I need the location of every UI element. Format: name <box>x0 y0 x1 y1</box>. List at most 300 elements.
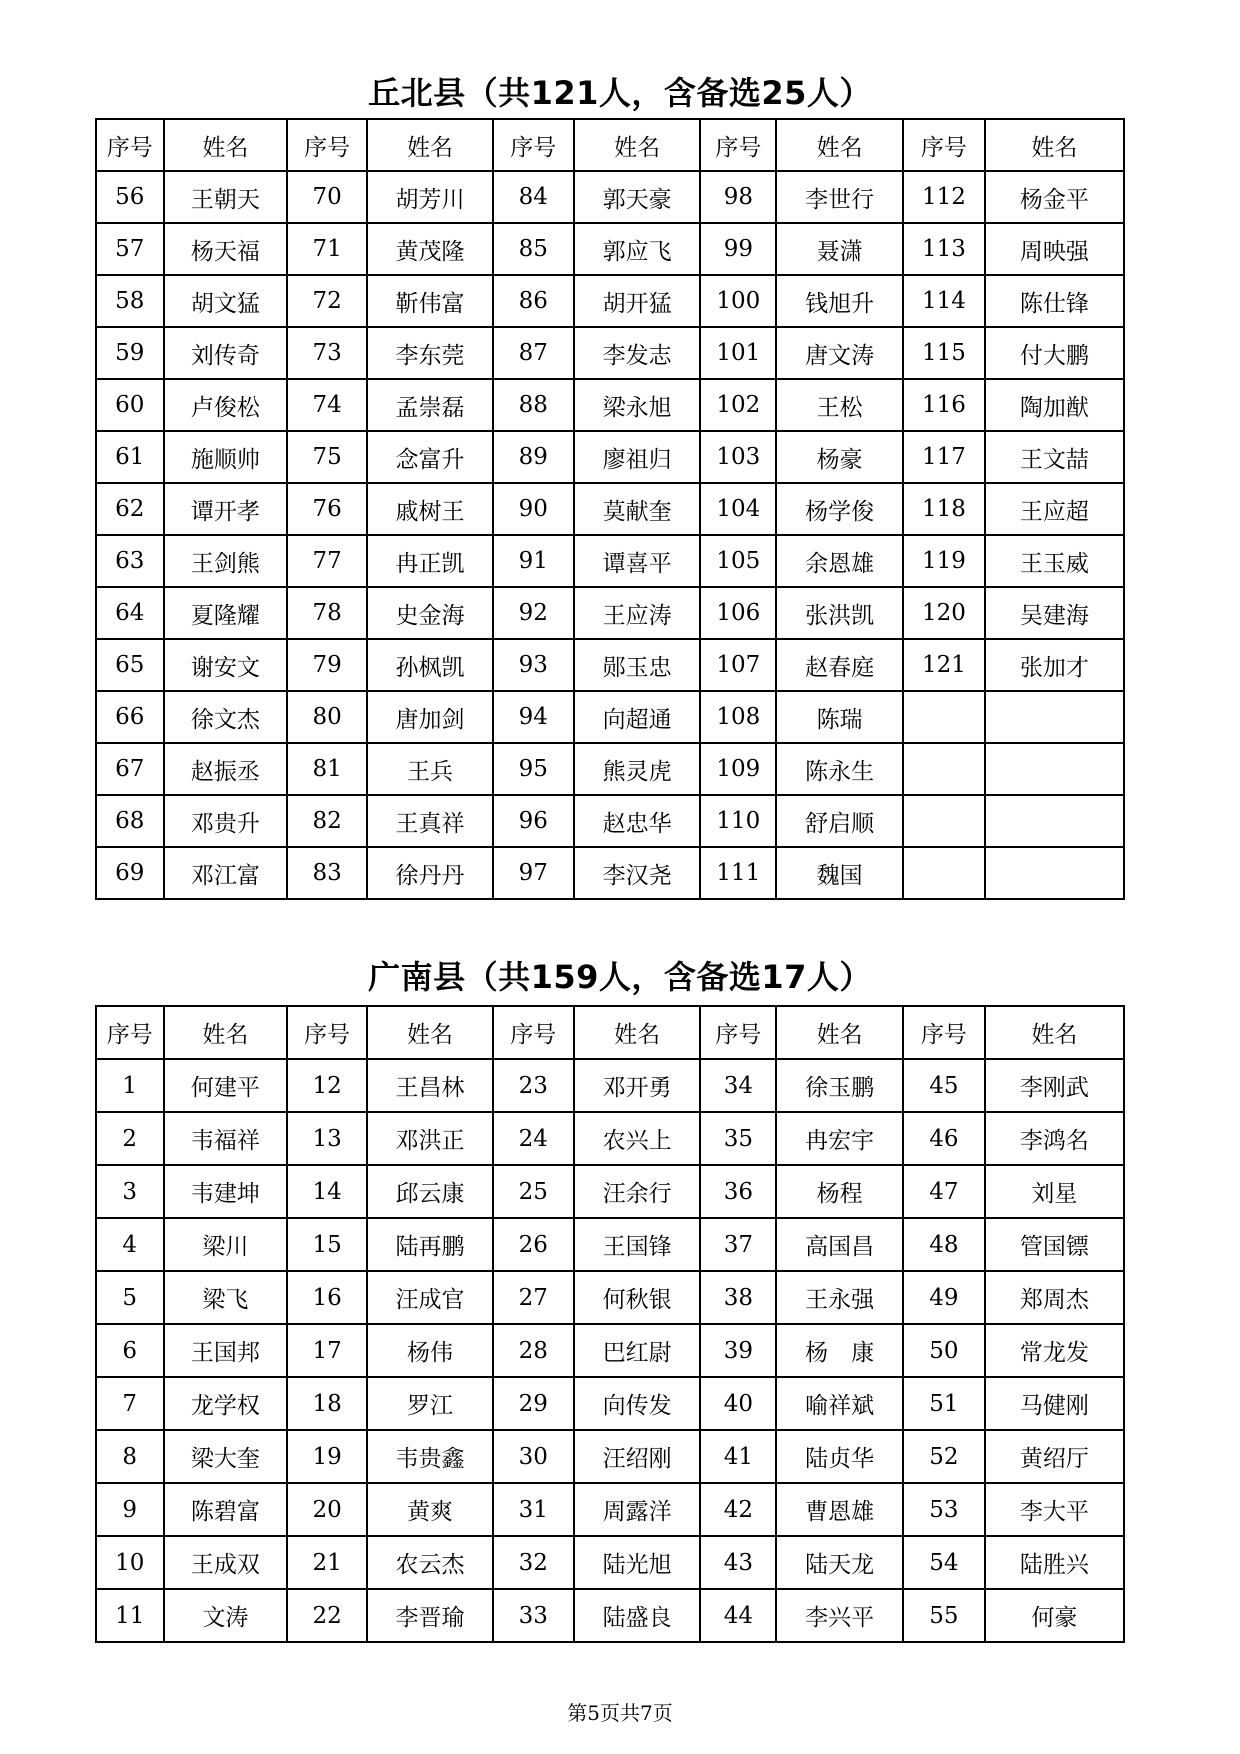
cell-name: 农兴上 <box>574 1112 701 1165</box>
cell-no: 106 <box>700 587 776 639</box>
cell-name: 刘传奇 <box>164 327 288 379</box>
cell-name: 杨伟 <box>367 1324 493 1377</box>
cell-name: 陈碧富 <box>164 1483 288 1536</box>
cell-no: 4 <box>96 1218 164 1271</box>
cell-no: 34 <box>700 1059 776 1112</box>
cell-no: 22 <box>287 1589 367 1642</box>
cell-no: 113 <box>903 223 985 275</box>
cell-name: 陆盛良 <box>574 1589 701 1642</box>
cell-no: 115 <box>903 327 985 379</box>
cell-no: 12 <box>287 1059 367 1112</box>
cell-no: 5 <box>96 1271 164 1324</box>
cell-name: 施顺帅 <box>164 431 288 483</box>
cell-name: 张洪凯 <box>776 587 903 639</box>
header-no: 序号 <box>287 1006 367 1059</box>
cell-no: 26 <box>493 1218 574 1271</box>
cell-no: 3 <box>96 1165 164 1218</box>
cell-no: 102 <box>700 379 776 431</box>
cell-name: 周露洋 <box>574 1483 701 1536</box>
cell-name: 汪绍刚 <box>574 1430 701 1483</box>
header-no: 序号 <box>700 119 776 171</box>
table-row <box>96 1377 1124 1430</box>
cell-no: 13 <box>287 1112 367 1165</box>
cell-name: 谭开孝 <box>164 483 288 535</box>
header-row <box>96 119 1124 171</box>
cell-no: 75 <box>287 431 367 483</box>
cell-no: 87 <box>493 327 574 379</box>
cell-name: 李发志 <box>574 327 701 379</box>
cell-name: 杨天福 <box>164 223 288 275</box>
cell-name: 梁飞 <box>164 1271 288 1324</box>
table-row <box>96 431 1124 483</box>
header-name: 姓名 <box>985 1006 1124 1059</box>
table-row <box>96 1112 1124 1165</box>
cell-no: 61 <box>96 431 164 483</box>
cell-no: 104 <box>700 483 776 535</box>
table-row <box>96 639 1124 691</box>
cell-no: 119 <box>903 535 985 587</box>
cell-no: 83 <box>287 847 367 899</box>
cell-no: 90 <box>493 483 574 535</box>
cell-no: 44 <box>700 1589 776 1642</box>
cell-no: 110 <box>700 795 776 847</box>
cell-name: 吴建海 <box>985 587 1124 639</box>
cell-name: 赵振丞 <box>164 743 288 795</box>
cell-name: 李世行 <box>776 171 903 223</box>
table-row <box>96 1271 1124 1324</box>
cell-name: 王真祥 <box>367 795 493 847</box>
cell-no <box>903 847 985 899</box>
cell-name: 赵春庭 <box>776 639 903 691</box>
cell-no: 97 <box>493 847 574 899</box>
cell-name: 赵忠华 <box>574 795 701 847</box>
cell-name: 马健刚 <box>985 1377 1124 1430</box>
cell-no: 69 <box>96 847 164 899</box>
cell-no <box>903 743 985 795</box>
cell-no: 80 <box>287 691 367 743</box>
cell-no: 47 <box>903 1165 985 1218</box>
cell-no: 116 <box>903 379 985 431</box>
cell-no: 10 <box>96 1536 164 1589</box>
cell-name: 胡开猛 <box>574 275 701 327</box>
cell-no: 11 <box>96 1589 164 1642</box>
cell-no: 70 <box>287 171 367 223</box>
cell-no: 57 <box>96 223 164 275</box>
cell-no: 33 <box>493 1589 574 1642</box>
cell-no: 16 <box>287 1271 367 1324</box>
cell-name: 陈瑞 <box>776 691 903 743</box>
table-row <box>96 847 1124 899</box>
cell-name: 韦贵鑫 <box>367 1430 493 1483</box>
cell-no: 60 <box>96 379 164 431</box>
cell-no: 68 <box>96 795 164 847</box>
cell-name: 钱旭升 <box>776 275 903 327</box>
cell-name: 罗江 <box>367 1377 493 1430</box>
cell-name: 陈永生 <box>776 743 903 795</box>
cell-name: 张加才 <box>985 639 1124 691</box>
cell-name: 王应涛 <box>574 587 701 639</box>
header-no: 序号 <box>287 119 367 171</box>
cell-name: 陆再鹏 <box>367 1218 493 1271</box>
cell-no: 93 <box>493 639 574 691</box>
cell-name: 邓开勇 <box>574 1059 701 1112</box>
cell-name: 王兵 <box>367 743 493 795</box>
cell-name: 陶加猷 <box>985 379 1124 431</box>
cell-name: 孙枫凯 <box>367 639 493 691</box>
cell-no: 2 <box>96 1112 164 1165</box>
cell-name: 常龙发 <box>985 1324 1124 1377</box>
cell-no: 50 <box>903 1324 985 1377</box>
cell-no: 86 <box>493 275 574 327</box>
cell-no: 121 <box>903 639 985 691</box>
cell-name: 邓贵升 <box>164 795 288 847</box>
cell-no: 117 <box>903 431 985 483</box>
cell-no: 42 <box>700 1483 776 1536</box>
cell-no: 39 <box>700 1324 776 1377</box>
cell-no: 81 <box>287 743 367 795</box>
header-name: 姓名 <box>164 1006 288 1059</box>
cell-no: 112 <box>903 171 985 223</box>
cell-name: 徐丹丹 <box>367 847 493 899</box>
cell-no: 19 <box>287 1430 367 1483</box>
cell-no: 20 <box>287 1483 367 1536</box>
cell-no: 15 <box>287 1218 367 1271</box>
cell-name: 王昌林 <box>367 1059 493 1112</box>
cell-name: 王文喆 <box>985 431 1124 483</box>
cell-no: 120 <box>903 587 985 639</box>
table-row <box>96 483 1124 535</box>
cell-no: 6 <box>96 1324 164 1377</box>
table-row <box>96 1483 1124 1536</box>
cell-name: 王剑熊 <box>164 535 288 587</box>
cell-no: 84 <box>493 171 574 223</box>
table-row <box>96 743 1124 795</box>
table-row <box>96 327 1124 379</box>
cell-no: 96 <box>493 795 574 847</box>
header-no: 序号 <box>96 119 164 171</box>
cell-name: 廖祖归 <box>574 431 701 483</box>
cell-no: 103 <box>700 431 776 483</box>
cell-name: 刘星 <box>985 1165 1124 1218</box>
page-number: 第5页共7页 <box>567 1701 673 1725</box>
cell-no: 37 <box>700 1218 776 1271</box>
cell-no: 118 <box>903 483 985 535</box>
cell-no: 111 <box>700 847 776 899</box>
cell-name: 杨程 <box>776 1165 903 1218</box>
cell-no: 35 <box>700 1112 776 1165</box>
cell-no: 28 <box>493 1324 574 1377</box>
header-name: 姓名 <box>776 1006 903 1059</box>
cell-name: 冉正凯 <box>367 535 493 587</box>
cell-name: 王玉威 <box>985 535 1124 587</box>
cell-no: 24 <box>493 1112 574 1165</box>
cell-name: 邓洪正 <box>367 1112 493 1165</box>
cell-name: 巴红尉 <box>574 1324 701 1377</box>
header-name: 姓名 <box>367 1006 493 1059</box>
cell-no: 73 <box>287 327 367 379</box>
cell-name: 周映强 <box>985 223 1124 275</box>
cell-no: 92 <box>493 587 574 639</box>
table-row <box>96 1589 1124 1642</box>
cell-name: 熊灵虎 <box>574 743 701 795</box>
cell-name <box>985 847 1124 899</box>
cell-no: 76 <box>287 483 367 535</box>
cell-name: 邓江富 <box>164 847 288 899</box>
header-name: 姓名 <box>776 119 903 171</box>
cell-no: 100 <box>700 275 776 327</box>
cell-name: 念富升 <box>367 431 493 483</box>
header-row <box>96 1006 1124 1059</box>
cell-no: 54 <box>903 1536 985 1589</box>
cell-no: 21 <box>287 1536 367 1589</box>
header-no: 序号 <box>903 119 985 171</box>
header-name: 姓名 <box>574 1006 701 1059</box>
cell-name: 郧玉忠 <box>574 639 701 691</box>
cell-name: 喻祥斌 <box>776 1377 903 1430</box>
cell-name: 陈仕锋 <box>985 275 1124 327</box>
cell-no: 55 <box>903 1589 985 1642</box>
cell-no: 36 <box>700 1165 776 1218</box>
cell-no: 52 <box>903 1430 985 1483</box>
cell-name: 文涛 <box>164 1589 288 1642</box>
cell-no: 94 <box>493 691 574 743</box>
cell-no: 9 <box>96 1483 164 1536</box>
header-no: 序号 <box>493 119 574 171</box>
table-row <box>96 587 1124 639</box>
cell-name: 汪成官 <box>367 1271 493 1324</box>
cell-name: 卢俊松 <box>164 379 288 431</box>
cell-name: 何豪 <box>985 1589 1124 1642</box>
cell-name: 梁永旭 <box>574 379 701 431</box>
table-row <box>96 1165 1124 1218</box>
cell-name: 孟崇磊 <box>367 379 493 431</box>
header-no: 序号 <box>700 1006 776 1059</box>
cell-name: 郭应飞 <box>574 223 701 275</box>
cell-name: 胡文猛 <box>164 275 288 327</box>
cell-no: 64 <box>96 587 164 639</box>
cell-name: 夏隆耀 <box>164 587 288 639</box>
cell-no: 17 <box>287 1324 367 1377</box>
cell-name: 谢安文 <box>164 639 288 691</box>
table-row <box>96 1536 1124 1589</box>
cell-name: 王国锋 <box>574 1218 701 1271</box>
cell-name: 舒启顺 <box>776 795 903 847</box>
cell-name: 李兴平 <box>776 1589 903 1642</box>
cell-name: 徐玉鹏 <box>776 1059 903 1112</box>
cell-no: 95 <box>493 743 574 795</box>
cell-name: 胡芳川 <box>367 171 493 223</box>
cell-name: 龙学权 <box>164 1377 288 1430</box>
cell-no <box>903 691 985 743</box>
cell-name: 史金海 <box>367 587 493 639</box>
cell-no: 82 <box>287 795 367 847</box>
cell-no: 79 <box>287 639 367 691</box>
cell-name: 李晋瑜 <box>367 1589 493 1642</box>
cell-name: 黄爽 <box>367 1483 493 1536</box>
roster-table-qiubei <box>95 118 1125 900</box>
cell-no: 23 <box>493 1059 574 1112</box>
header-no: 序号 <box>903 1006 985 1059</box>
cell-no: 74 <box>287 379 367 431</box>
cell-name: 向超通 <box>574 691 701 743</box>
table-row <box>96 223 1124 275</box>
cell-name: 杨金平 <box>985 171 1124 223</box>
table-row <box>96 691 1124 743</box>
cell-name: 靳伟富 <box>367 275 493 327</box>
cell-no: 77 <box>287 535 367 587</box>
cell-name: 高国昌 <box>776 1218 903 1271</box>
cell-no: 56 <box>96 171 164 223</box>
cell-name <box>985 795 1124 847</box>
header-name: 姓名 <box>164 119 288 171</box>
header-name: 姓名 <box>574 119 701 171</box>
cell-name: 韦建坤 <box>164 1165 288 1218</box>
cell-no: 30 <box>493 1430 574 1483</box>
cell-no: 65 <box>96 639 164 691</box>
cell-name: 李东莞 <box>367 327 493 379</box>
cell-name <box>985 743 1124 795</box>
cell-no: 108 <box>700 691 776 743</box>
cell-name: 杨豪 <box>776 431 903 483</box>
cell-no <box>903 795 985 847</box>
cell-name: 李汉尧 <box>574 847 701 899</box>
cell-name: 梁川 <box>164 1218 288 1271</box>
cell-name: 汪余行 <box>574 1165 701 1218</box>
table-row <box>96 795 1124 847</box>
cell-no: 53 <box>903 1483 985 1536</box>
cell-no: 99 <box>700 223 776 275</box>
cell-name: 莫献奎 <box>574 483 701 535</box>
cell-no: 91 <box>493 535 574 587</box>
cell-no: 1 <box>96 1059 164 1112</box>
cell-no: 49 <box>903 1271 985 1324</box>
cell-name: 唐文涛 <box>776 327 903 379</box>
table-row <box>96 1324 1124 1377</box>
cell-name: 杨学俊 <box>776 483 903 535</box>
cell-name: 王成双 <box>164 1536 288 1589</box>
table-row <box>96 379 1124 431</box>
table-row <box>96 1430 1124 1483</box>
cell-no: 59 <box>96 327 164 379</box>
cell-name: 聂潇 <box>776 223 903 275</box>
header-no: 序号 <box>493 1006 574 1059</box>
cell-no: 32 <box>493 1536 574 1589</box>
cell-name: 向传发 <box>574 1377 701 1430</box>
cell-no: 25 <box>493 1165 574 1218</box>
table-row <box>96 171 1124 223</box>
cell-name: 戚树王 <box>367 483 493 535</box>
cell-name: 黄茂隆 <box>367 223 493 275</box>
cell-name: 王国邦 <box>164 1324 288 1377</box>
cell-name: 徐文杰 <box>164 691 288 743</box>
cell-no: 45 <box>903 1059 985 1112</box>
cell-no: 14 <box>287 1165 367 1218</box>
cell-name: 李大平 <box>985 1483 1124 1536</box>
cell-name: 李鸿名 <box>985 1112 1124 1165</box>
cell-no: 72 <box>287 275 367 327</box>
cell-no: 114 <box>903 275 985 327</box>
cell-no: 71 <box>287 223 367 275</box>
cell-no: 48 <box>903 1218 985 1271</box>
roster-table-guangnan <box>95 1005 1125 1643</box>
cell-name: 何建平 <box>164 1059 288 1112</box>
cell-name: 郑周杰 <box>985 1271 1124 1324</box>
cell-name: 王应超 <box>985 483 1124 535</box>
cell-name: 魏国 <box>776 847 903 899</box>
cell-name: 陆胜兴 <box>985 1536 1124 1589</box>
table-row <box>96 535 1124 587</box>
cell-name: 李刚武 <box>985 1059 1124 1112</box>
cell-no: 8 <box>96 1430 164 1483</box>
cell-name: 黄绍厅 <box>985 1430 1124 1483</box>
section-title-qiubei: 丘北县（共121人，含备选25人） <box>368 74 872 112</box>
cell-name <box>985 691 1124 743</box>
cell-name: 农云杰 <box>367 1536 493 1589</box>
cell-name: 王永强 <box>776 1271 903 1324</box>
cell-no: 31 <box>493 1483 574 1536</box>
cell-no: 58 <box>96 275 164 327</box>
cell-no: 41 <box>700 1430 776 1483</box>
cell-no: 101 <box>700 327 776 379</box>
cell-no: 43 <box>700 1536 776 1589</box>
cell-name: 谭喜平 <box>574 535 701 587</box>
cell-no: 46 <box>903 1112 985 1165</box>
table-row <box>96 275 1124 327</box>
cell-no: 85 <box>493 223 574 275</box>
header-name: 姓名 <box>367 119 493 171</box>
cell-name: 余恩雄 <box>776 535 903 587</box>
cell-name: 韦福祥 <box>164 1112 288 1165</box>
cell-name: 冉宏宇 <box>776 1112 903 1165</box>
cell-name: 陆天龙 <box>776 1536 903 1589</box>
cell-name: 陆贞华 <box>776 1430 903 1483</box>
cell-no: 40 <box>700 1377 776 1430</box>
cell-name: 曹恩雄 <box>776 1483 903 1536</box>
cell-no: 107 <box>700 639 776 691</box>
cell-no: 78 <box>287 587 367 639</box>
table-row <box>96 1218 1124 1271</box>
cell-name: 王朝天 <box>164 171 288 223</box>
cell-no: 7 <box>96 1377 164 1430</box>
cell-no: 27 <box>493 1271 574 1324</box>
cell-no: 18 <box>287 1377 367 1430</box>
cell-no: 63 <box>96 535 164 587</box>
cell-name: 邱云康 <box>367 1165 493 1218</box>
table-row <box>96 1059 1124 1112</box>
cell-name: 梁大奎 <box>164 1430 288 1483</box>
cell-name: 陆光旭 <box>574 1536 701 1589</box>
cell-no: 38 <box>700 1271 776 1324</box>
cell-name: 何秋银 <box>574 1271 701 1324</box>
cell-no: 66 <box>96 691 164 743</box>
header-no: 序号 <box>96 1006 164 1059</box>
header-name: 姓名 <box>985 119 1124 171</box>
cell-no: 51 <box>903 1377 985 1430</box>
section-title-guangnan: 广南县（共159人，含备选17人） <box>368 958 872 996</box>
cell-name: 杨 康 <box>776 1324 903 1377</box>
cell-name: 郭天豪 <box>574 171 701 223</box>
cell-no: 109 <box>700 743 776 795</box>
cell-no: 89 <box>493 431 574 483</box>
cell-no: 62 <box>96 483 164 535</box>
cell-no: 98 <box>700 171 776 223</box>
cell-no: 67 <box>96 743 164 795</box>
cell-name: 管国镖 <box>985 1218 1124 1271</box>
cell-no: 29 <box>493 1377 574 1430</box>
cell-name: 付大鹏 <box>985 327 1124 379</box>
cell-name: 唐加剑 <box>367 691 493 743</box>
cell-name: 王松 <box>776 379 903 431</box>
